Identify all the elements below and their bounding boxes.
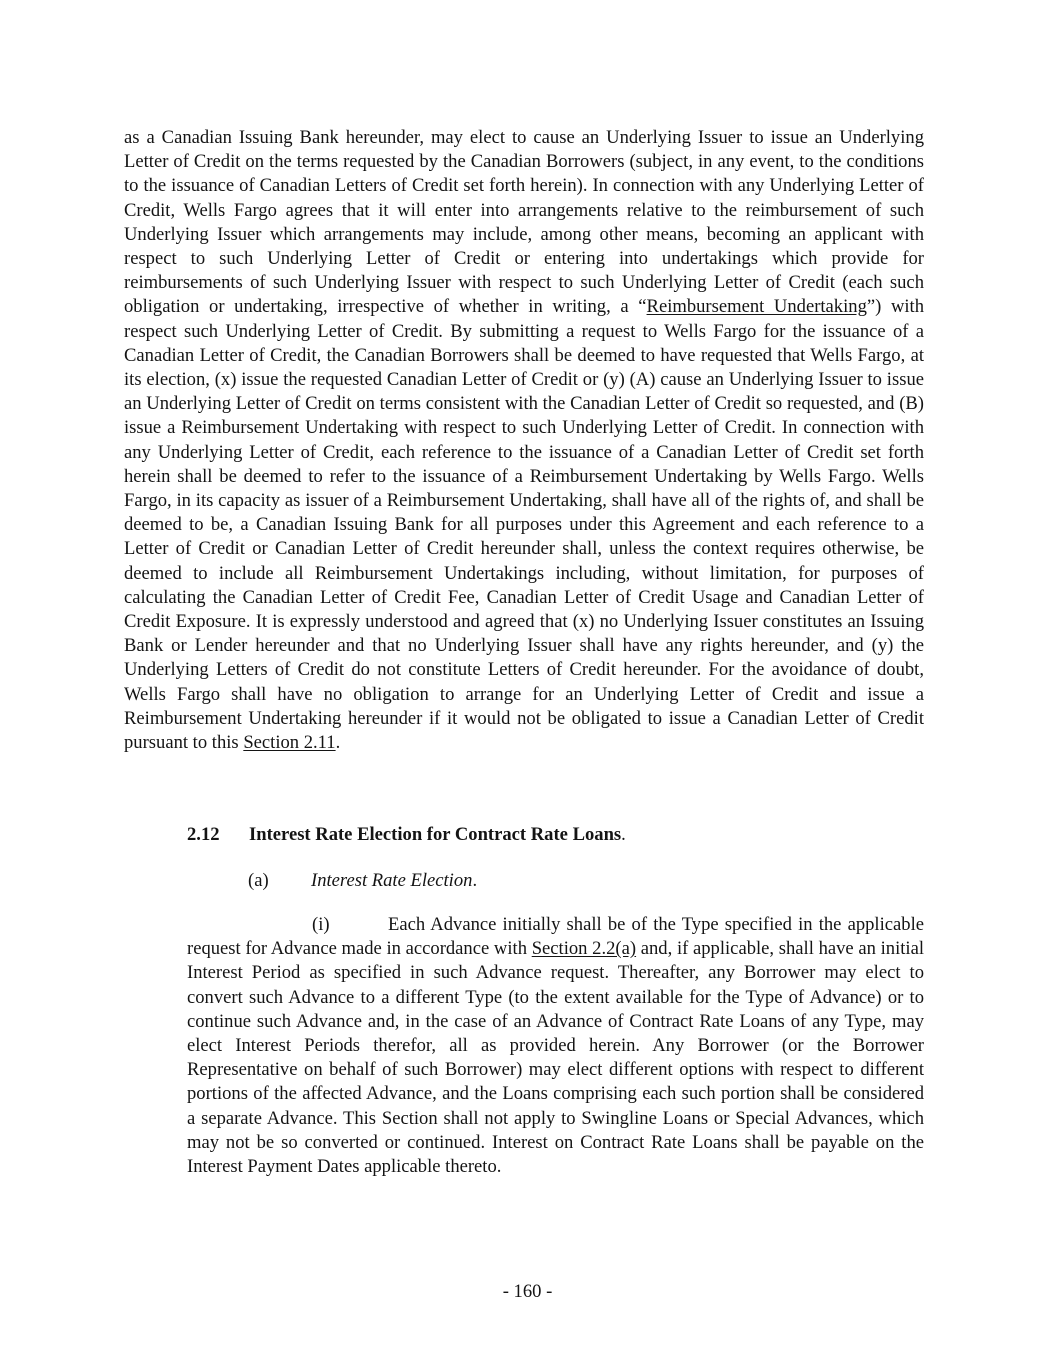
section-title: Interest Rate Election for Contract Rate Loans <box>249 824 622 845</box>
clause-i-paragraph <box>187 913 924 1179</box>
section-reference-2-11[interactable]: Section 2.11 <box>243 732 336 754</box>
subsection-heading <box>248 869 477 893</box>
subsection-title-period: . <box>472 870 478 891</box>
paragraph-text: ”) with respect such Underlying Letter of Credit. By submitting a request to Wells Fargo for the issuance of a Canadian Letter of Credit, the Canadian Borrowers shall be deemed to have requested that Wells Fargo, at its election, (x) issue the requested Canadian Letter of Credit or (y) (A) cause an Underlying Issuer to issue an Underlying Letter of Credit on terms consistent with the Canadian Letter of Credit so requested, and (B) issue a Reimbursement Undertaking with respect to such Underlying Letter of Credit. In connection with any Underlying Letter of Credit, each reference to the issuance of a Canadian Letter of Credit set forth herein shall be deemed to refer to the issuance of a Reimbursement Undertaking by Wells Fargo. Wells Fargo, in its capacity as issuer of a Reimbursement Undertaking, shall have all of the rights of, and shall be deemed to be, a Canadian Issuing Bank for all purposes under this Agreement and each reference to a Letter of Credit or Canadian Letter of Credit hereunder shall, unless the context requires otherwise, be deemed to include all Reimbursement Undertakings including, without limitation, for purposes of calculating the Canadian Letter of Credit Fee, Canadian Letter of Credit Usage and Canadian Letter of Credit Exposure. It is expressly understood and agreed that (x) no Underlying Issuer constitutes an Issuing Bank or Lender hereunder and that no Underlying Issuer shall have any rights hereunder, and (y) the Underlying Letters of Credit do not constitute Letters of Credit hereunder. For the avoidance of doubt, Wells Fargo shall have no obligation to arrange for an Underlying Letter of Credit and issue a Reimbursement Undertaking hereunder if it would not be obligated to issue a Canadian Letter of Credit pursuant to this <box>124 296 925 754</box>
clause-label: (i) <box>312 914 330 935</box>
subsection-label: (a) <box>248 870 269 891</box>
section-reference-2-2-a[interactable]: Section 2.2(a) <box>531 938 637 960</box>
continuation-paragraph <box>124 126 924 755</box>
section-number: 2.12 <box>187 824 220 845</box>
defined-term-reimbursement-undertaking: Reimbursement Undertaking <box>646 296 867 318</box>
paragraph-text: and, if applicable, shall have an initial Interest Period as specified in such Advance request. Thereafter, any Borrower may elect to convert such Advance to a different Type (to the extent available for the Type of Advance) or to continue such Advance and, in the case of an Advance of Contract Rate Loans of any Type, may elect Interest Periods therefor, all as provided herein. Any Borrower (or the Borrower Representative on behalf of such Borrower) may elect different options with respect to different portions of the affected Advance, and the Loans comprising each such portion shall be considered a separate Advance. This Section shall not apply to Swingline Loans or Special Advances, which may not be so converted or continued. Interest on Contract Rate Loans shall be payable on the Interest Payment Dates applicable thereto. <box>187 938 924 1178</box>
section-title-period: . <box>621 824 626 845</box>
section-heading <box>187 823 626 847</box>
paragraph-text: . <box>335 732 341 754</box>
subsection-title: Interest Rate Election <box>311 870 473 891</box>
paragraph-text: Each Advance initially shall be of the Type specified in the applicable request for Advance made in accordance with <box>187 914 924 960</box>
page-number: - 160 - <box>502 1281 553 1302</box>
paragraph-text: as a Canadian Issuing Bank hereunder, may elect to cause an Underlying Issuer to issue an Underlying Letter of Credit on the terms requested by the Canadian Borrowers (subject, in any event, to the conditions to the issuance of Canadian Letters of Credit set forth herein). In connection with any Underlying Letter of Credit, Wells Fargo agrees that it will enter into arrangements relative to the reimbursement of such Underlying Issuer which arrangements may include, among other means, becoming an applicant with respect to such Underlying Letter of Credit or entering into undertakings which provide for reimbursements of such Underlying Issuer with respect to such Underlying Letter of Credit (each such obligation or undertaking, irrespective of whether in writing, a “ <box>124 127 924 318</box>
